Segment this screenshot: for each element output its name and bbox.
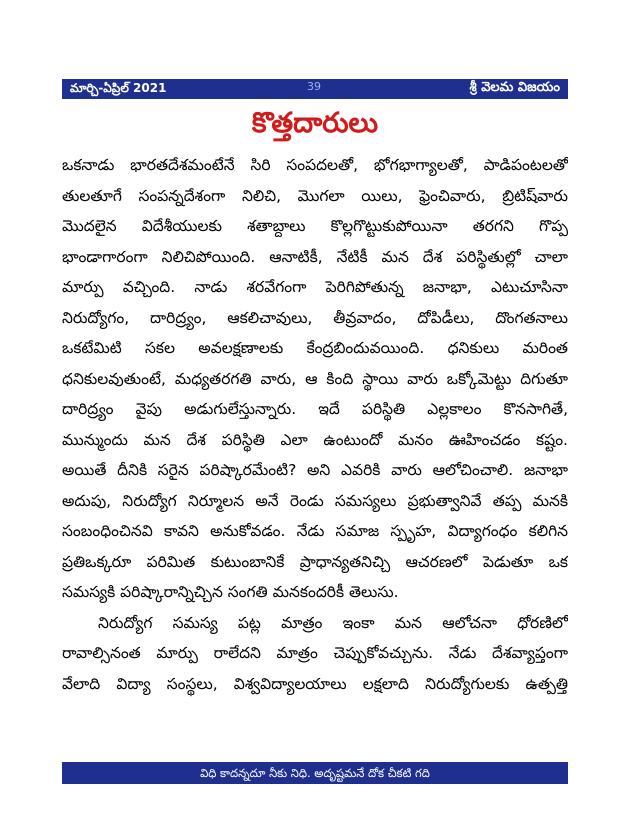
page-number: 39 (307, 80, 321, 93)
text-line: తులతూగే సంపన్నదేశంగా నిలిచి, మొగలా యిలు, ఫ్రెంచివారు, బ్రిటిష్‌వారు (62, 186, 568, 205)
text-line: సమస్యకి పరిష్కారాన్నిచ్చిన సంగతి మనకందరికీ తెలుసు. (62, 583, 399, 601)
text-line: అయితే దీనికి సరైన పరిష్కారమేంటి? అని ఎవరికి వారు ఆలోచించాలి. జనాభా (62, 461, 568, 479)
paragraph-2 (62, 608, 568, 700)
text-line: సంబంధించినవి కావని అనుకోవడం. నేడు సమాజ స్పృహ, విద్యాగంధం కలిగిన (62, 522, 568, 540)
text-line: నిరుద్యోగ సమస్య పట్ల మాత్రం ఇంకా మన ఆలోచనా ధోరణిలో (98, 613, 568, 632)
text-line: మొదలైన విదేశీయులకు శతాబ్దాలు కొల్లగొట్టుకుపోయినా తరగని గొప్ప (62, 217, 568, 235)
magazine-name: శ్రీ వెలమ విజయం (469, 80, 560, 95)
paragraph-1 (62, 150, 568, 608)
text-line: అదుపు, నిరుద్యోగ నిర్మూలన అనే రెండు సమస్యలు ప్రభుత్వానివే తప్ప మనకి (62, 491, 568, 510)
text-line: వేలాది విద్యా సంస్థలు, విశ్వవిద్యాలయాలు లక్షలాది నిరుద్యోగులకు ఉత్పత్తి (62, 674, 568, 693)
footer-quote: విధి కాదన్నదూ నీకు నిధి. అదృష్టమనే దోక చీకటి గది (200, 766, 430, 780)
text-line: మార్పు వచ్చింది. నాడు శరవేగంగా పెరిగిపోతున్న జనాభా, ఎటుచూసినా (62, 278, 568, 296)
text-line: నిరుద్యోగం, దారిద్ర్యం, ఆకలిచావులు, తీవ్రవాదం, దోపిడీలు, దొంగతనాలు (62, 308, 568, 327)
text-line: ధనికులవుతుంటే, మధ్యతరగతి వారు, ఆ కింది స్థాయి వారు ఒక్కోమెట్టు దిగుతూ (62, 369, 568, 388)
text-line: ప్రతిఒక్కరూ పరిమిత కుటుంబానికే ప్రాధాన్యతనిచ్చి ఆచరణలో పెడుతూ ఒక (62, 552, 568, 571)
header-bar (62, 79, 568, 99)
article-body (62, 150, 568, 699)
text-line: మున్ముందు మన దేశ పరిస్థితి ఎలా ఉంటుందో మనం ఊహించడం కష్టం. (62, 430, 568, 449)
text-line: రావాల్సినంత మార్పు రాలేదని మాత్రం చెప్పుకోవచ్చును. నేడు దేశవ్యాప్తంగా (62, 644, 568, 662)
text-line: దారిద్ర్యం వైపు అడుగులేస్తున్నారు. ఇదే పరిస్థితి ఎల్లకాలం కొనసాగితే, (62, 400, 568, 418)
text-line: ఒకటేమిటి సకల అవలక్షణాలకు కేంద్రబిందువయింది. ధనికులు మరింత (62, 339, 568, 357)
article-title: కొత్తదారులు (251, 106, 379, 139)
issue-date: మార్చి-ఏప్రిల్ 2021 (70, 81, 167, 95)
text-line: భాండాగారంగా నిలిచిపోయింది. ఆనాటికీ, నేటికీ మన దేశ పరిస్థితుల్లో చాలా (62, 247, 568, 266)
footer-bar (62, 762, 568, 784)
text-line: ఒకనాడు భారతదేశమంటేనే సిరి సంపదలతో, భోగభాగ్యాలతో, పాడిపంటలతో (62, 156, 568, 174)
